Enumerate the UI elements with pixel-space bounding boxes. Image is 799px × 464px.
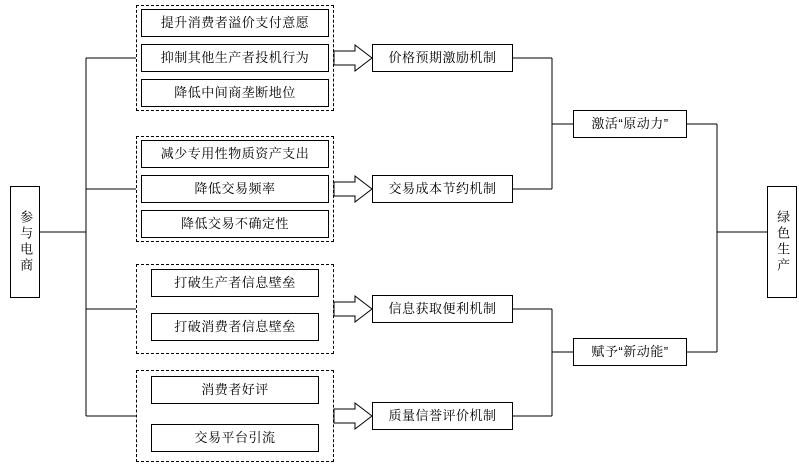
node-reduce-frequency-label: 降低交易频率: [194, 180, 276, 196]
node-premium-willingness: [141, 9, 329, 37]
node-premium-willingness-label: 提升消费者溢价支付意愿: [160, 14, 310, 30]
node-platform-traffic-label: 交易平台引流: [194, 429, 276, 445]
node-producer-barrier: [151, 269, 319, 297]
node-reduce-frequency: [141, 175, 329, 203]
node-platform-traffic: [151, 424, 319, 452]
node-mech-cost: [372, 175, 513, 203]
node-end: [767, 186, 797, 298]
node-mech-quality: [372, 402, 513, 430]
node-mech-price-label: 价格预期激励机制: [388, 49, 497, 65]
node-reduce-uncertainty: [141, 210, 329, 238]
node-mech-cost-label: 交易成本节约机制: [388, 180, 497, 196]
node-reduce-middleman: [141, 79, 329, 107]
node-end-label: 绿色生产: [775, 210, 791, 274]
node-consumer-praise: [151, 376, 319, 404]
node-mech-info-label: 信息获取便利机制: [388, 300, 497, 316]
node-driver-new-label: 赋予“新动能”: [591, 343, 669, 359]
node-mech-price: [372, 44, 513, 72]
node-producer-barrier-label: 打破生产者信息壁垒: [174, 274, 296, 290]
node-driver-original: [573, 110, 687, 138]
node-restrain-speculation-label: 抑制其他生产者投机行为: [160, 49, 310, 65]
node-driver-new: [573, 338, 687, 366]
node-consumer-praise-label: 消费者好评: [201, 381, 269, 397]
node-start-label: 参与电商: [18, 210, 34, 274]
node-mech-quality-label: 质量信誉评价机制: [388, 407, 497, 423]
node-reduce-uncertainty-label: 降低交易不确定性: [180, 215, 289, 231]
node-driver-original-label: 激活“原动力”: [591, 115, 669, 131]
node-mech-info: [372, 295, 513, 323]
node-consumer-barrier-label: 打破消费者信息壁垒: [174, 318, 296, 334]
node-start: [10, 186, 40, 298]
node-reduce-middleman-label: 降低中间商垄断地位: [174, 84, 296, 100]
node-restrain-speculation: [141, 44, 329, 72]
node-reduce-asset-spend: [141, 140, 329, 168]
node-reduce-asset-spend-label: 减少专用性物质资产支出: [160, 145, 310, 161]
node-consumer-barrier: [151, 313, 319, 341]
